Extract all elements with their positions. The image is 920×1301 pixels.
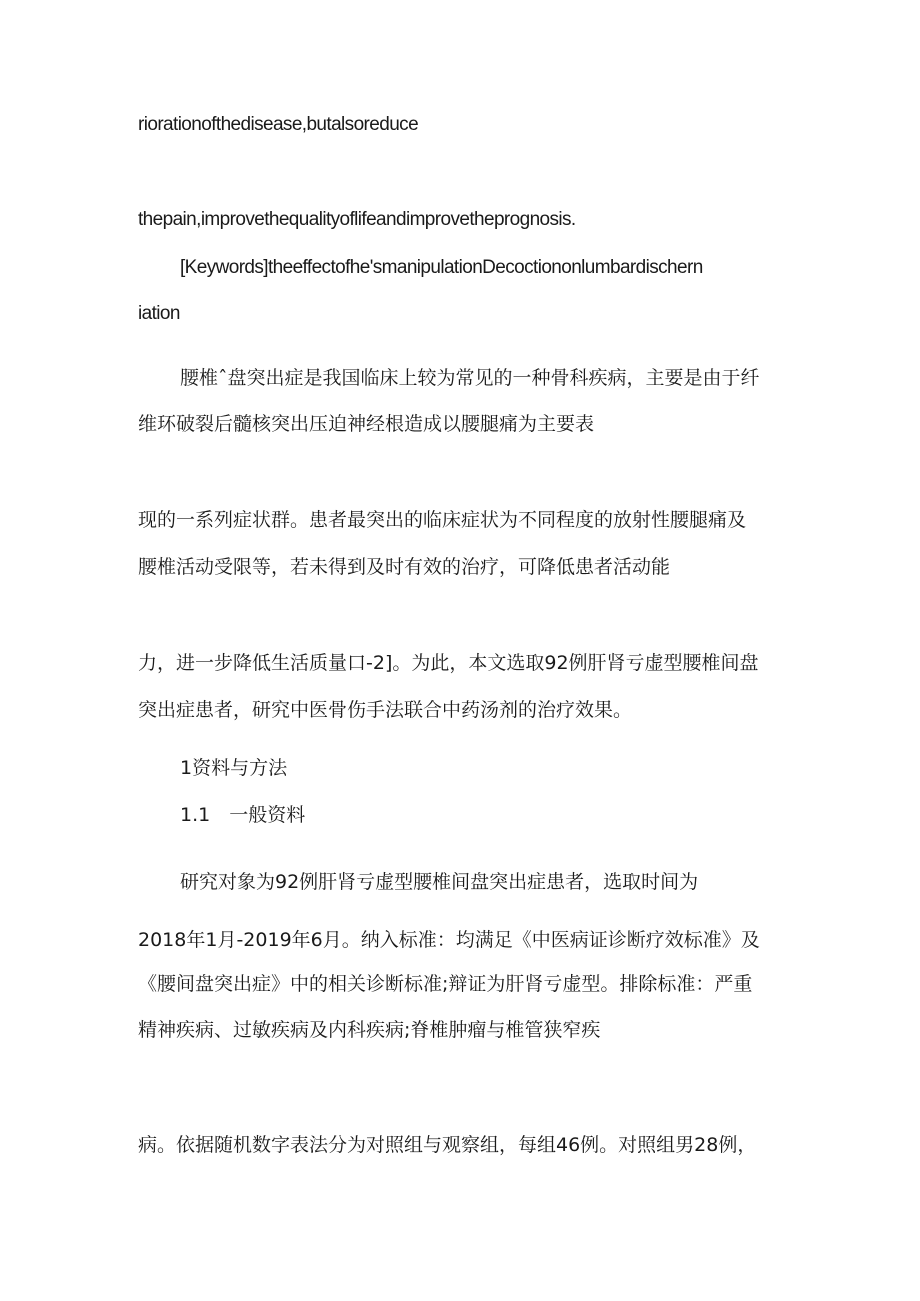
body-line-2: 2018年1月-2019年6月。纳入标准：均满足《中医病证诊断疗效标准》及: [138, 929, 760, 951]
keywords-line-2: iation: [138, 303, 180, 324]
intro-line-6: 突出症患者，研究中医骨伤手法联合中药汤剂的治疗效果。: [138, 699, 633, 721]
intro-line-2: 维环破裂后髓核突出压迫神经根造成以腰腿痛为主要表: [138, 413, 595, 435]
body-line-4: 精神疾病、过敏疾病及内科疾病;脊椎肿瘤与椎管狭窄疾: [138, 1019, 601, 1041]
body-line-1: 研究对象为92例肝肾亏虚型腰椎间盘突出症患者，选取时间为: [180, 871, 699, 893]
body-line-3: 《腰间盘突出症》中的相关诊断标准;辩证为肝肾亏虚型。排除标准：严重: [138, 973, 753, 995]
subsection-heading: 1.1 一般资料: [180, 804, 306, 826]
abstract-line-2: thepain,improvethequalityoflifeandimprovetheprognosis.: [138, 209, 576, 230]
intro-line-5: 力，进一步降低生活质量口-2]。为此，本文选取92例肝肾亏虚型腰椎间盘: [138, 652, 759, 674]
keywords-line-1: [Keywords]theeffectofhe'smanipulationDecoctiononlumbardischern: [180, 257, 703, 278]
abstract-line-1: riorationofthedisease,butalsoreduce: [138, 114, 419, 135]
intro-line-3: 现的一系列症状群。患者最突出的临床症状为不同程度的放射性腰腿痛及: [138, 509, 747, 531]
body-line-5: 病。依据随机数字表法分为对照组与观察组，每组46例。对照组男28例，: [138, 1134, 757, 1156]
intro-line-4: 腰椎活动受限等，若未得到及时有效的治疗，可降低患者活动能: [138, 556, 671, 578]
intro-line-1: 腰椎ˆ盘突出症是我国临床上较为常见的一种骨科疾病，主要是由于纤: [180, 367, 760, 389]
section-heading: 1资料与方法: [180, 757, 288, 779]
